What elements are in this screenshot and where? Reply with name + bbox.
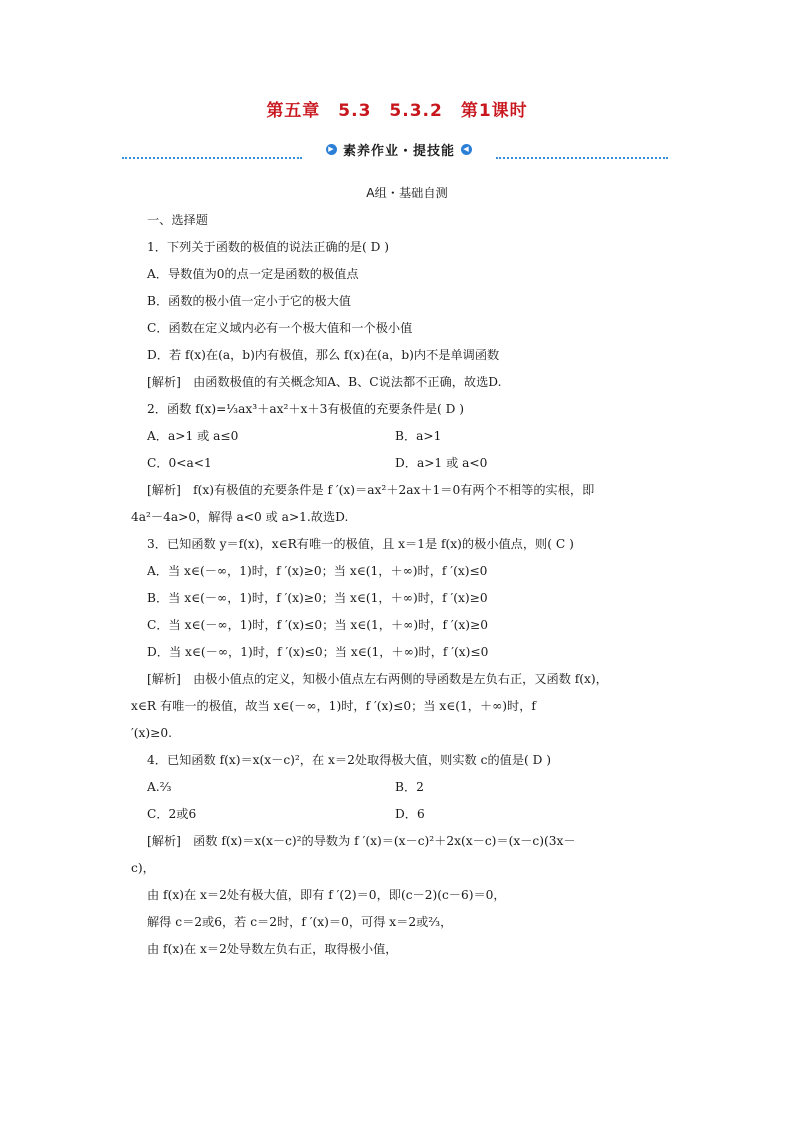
question-4-option-b: B．2 <box>395 780 424 794</box>
question-2-stem: 2．函数 f(x)=⅓ax³＋ax²＋x＋3有极值的充要条件是( D ) <box>147 402 465 416</box>
question-1-stem: 1．下列关于函数的极值的说法正确的是( D ) <box>147 240 389 254</box>
question-3-option-a: A．当 x∈(－∞，1)时，f ′(x)≥0；当 x∈(1，＋∞)时，f ′(x)≤0 <box>147 564 488 578</box>
question-3-option-d: D．当 x∈(－∞，1)时，f ′(x)≤0；当 x∈(1，＋∞)时，f ′(x)≤0 <box>147 645 489 659</box>
question-2-analysis-line-2: 4a²－4a>0，解得 a<0 或 a>1.故选D. <box>131 510 349 524</box>
question-4-option-c: C．2或6 <box>147 807 197 821</box>
question-4-analysis-line-1: [解析] 函数 f(x)＝x(x－c)²的导数为 f ′(x)＝(x－c)²＋2x(x－c)＝(x－c)(3x－ <box>147 834 576 848</box>
play-right-icon: ▶ <box>326 144 337 155</box>
group-heading: A组・基础自测 <box>366 186 448 200</box>
play-left-icon: ◀ <box>461 144 472 155</box>
question-4-options-row-1 <box>147 774 667 801</box>
question-2-option-c: C．0<a<1 <box>147 456 212 470</box>
banner-divider-left <box>122 157 302 159</box>
question-4-analysis-line-5: 由 f(x)在 x＝2处导数左负右正，取得极小值， <box>147 942 398 956</box>
question-3-stem: 3．已知函数 y＝f(x)，x∈R有唯一的极值，且 x＝1是 f(x)的极小值点，则( C ) <box>147 537 574 551</box>
question-4-option-d: D．6 <box>395 807 425 821</box>
question-3-analysis-line-2: x∈R 有唯一的极值，故当 x∈(－∞，1)时，f ′(x)≤0；当 x∈(1，＋∞)时，f <box>131 699 536 713</box>
question-1-option-b: B．函数的极小值一定小于它的极大值 <box>147 294 351 308</box>
banner-label: 素养作业・提技能 <box>342 143 455 159</box>
document-body <box>131 180 667 963</box>
banner-divider-right <box>496 157 668 159</box>
question-2-option-b: B．a>1 <box>395 429 442 443</box>
question-4-options-row-2 <box>147 801 667 828</box>
question-4-option-a: A.⅔ <box>147 780 172 794</box>
question-2-options-row-1 <box>147 423 667 450</box>
question-3-option-c: C．当 x∈(－∞，1)时，f ′(x)≤0；当 x∈(1，＋∞)时，f ′(x)≥0 <box>147 618 488 632</box>
question-2-analysis-line-1: [解析] f(x)有极值的充要条件是 f ′(x)＝ax²＋2ax＋1＝0有两个不相等的实根，即 <box>147 483 595 497</box>
question-3-analysis-line-1: [解析] 由极小值点的定义，知极小值点左右两侧的导函数是左负右正，又函数 f(x)， <box>147 672 608 686</box>
page-title: 第五章 5.3 5.3.2 第1课时 <box>266 101 528 121</box>
part-heading: 一、选择题 <box>147 213 208 227</box>
question-4-stem: 4．已知函数 f(x)＝x(x－c)²，在 x＝2处取得极大值，则实数 c的值是( D ) <box>147 753 552 767</box>
question-3-analysis-line-3: ′(x)≥0. <box>131 726 172 740</box>
question-2-option-a: A．a>1 或 a≤0 <box>147 429 239 443</box>
section-banner <box>306 138 492 160</box>
question-4-analysis-line-2: c)， <box>131 861 155 875</box>
question-4-analysis-line-4: 解得 c＝2或6，若 c＝2时，f ′(x)＝0，可得 x＝2或⅔， <box>147 915 453 929</box>
question-2-option-d: D．a>1 或 a<0 <box>395 456 488 470</box>
question-1-analysis: [解析] 由函数极值的有关概念知A、B、C说法都不正确，故选D. <box>147 375 502 389</box>
question-4-analysis-line-3: 由 f(x)在 x＝2处有极大值，即有 f ′(2)＝0，即(c－2)(c－6)＝0， <box>147 888 506 902</box>
question-3-option-b: B．当 x∈(－∞，1)时，f ′(x)≥0；当 x∈(1，＋∞)时，f ′(x)≥0 <box>147 591 488 605</box>
question-1-option-d: D．若 f(x)在(a，b)内有极值，那么 f(x)在(a，b)内不是单调函数 <box>147 348 500 362</box>
question-1-option-a: A．导数值为0的点一定是函数的极值点 <box>147 267 359 281</box>
question-1-option-c: C．函数在定义域内必有一个极大值和一个极小值 <box>147 321 413 335</box>
question-2-options-row-2 <box>147 450 667 477</box>
